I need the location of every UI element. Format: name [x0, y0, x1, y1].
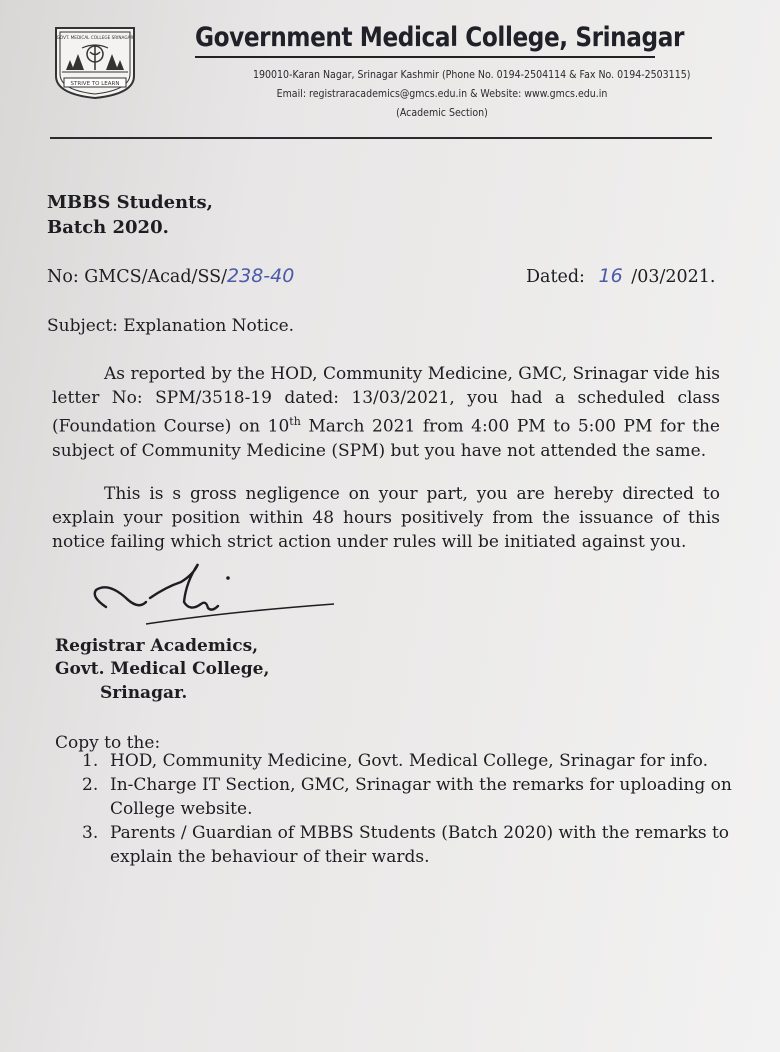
section-line: (Academic Section)	[396, 107, 488, 119]
college-logo	[52, 24, 138, 100]
list-item-number: 3.	[82, 823, 99, 843]
dated-label: Dated:	[526, 267, 585, 287]
list-item-text: Parents / Guardian of MBBS Students (Batch 2020) with the remarks to explain the behaviour of their wards.	[110, 823, 730, 867]
logo-arc-text: GOVT. MEDICAL COLLEGE SRINAGAR	[56, 35, 134, 40]
para1-text-b: March 2021 from 4:00 PM to 5:00 PM for the subject of Community Medicine (SPM) but you have not attended the same.	[52, 416, 720, 461]
body-paragraph-1	[52, 362, 720, 463]
subject-line: Subject: Explanation Notice.	[47, 316, 295, 336]
signatory-line-3: Srinagar.	[100, 683, 188, 703]
reference-number	[47, 264, 294, 290]
list-item-number: 2.	[82, 775, 99, 795]
dated-day-handwritten: 16	[598, 265, 623, 287]
para1-text-a: As reported by the HOD, Community Medicine, GMC, Srinagar vide his letter No: SPM/3518-19 dated: 13/03/2021, you had a scheduled class (Foundation Course) on 10	[52, 364, 720, 437]
email-website-line: Email: registraracademics@gmcs.edu.in & Website: www.gmcs.edu.in	[276, 88, 608, 100]
logo-motto: STRIVE TO LEARN	[70, 81, 120, 87]
recipient-line-2: Batch 2020.	[47, 217, 169, 238]
title-underline	[195, 56, 655, 58]
list-item	[82, 749, 732, 773]
dated-rest: /03/2021.	[631, 267, 716, 287]
institution-title: Government Medical College, Srinagar	[195, 22, 684, 53]
address-line: 190010-Karan Nagar, Srinagar Kashmir (Phone No. 0194-2504114 & Fax No. 0194-2503115)	[253, 69, 691, 81]
list-item-number: 1.	[82, 751, 99, 771]
reference-handwritten: 238-40	[227, 265, 295, 287]
copy-to-list	[82, 749, 732, 869]
signatory-line-1: Registrar Academics,	[55, 636, 259, 656]
list-item-text: In-Charge IT Section, GMC, Srinagar with the remarks for uploading on College website.	[110, 775, 732, 819]
letterhead-divider	[50, 137, 712, 139]
date-line	[526, 264, 715, 290]
list-item	[82, 773, 732, 821]
reference-prefix: No: GMCS/Acad/SS/	[47, 267, 228, 287]
list-item	[82, 821, 732, 869]
copy-to-heading: Copy to the:	[55, 733, 161, 753]
para1-superscript: th	[289, 415, 301, 428]
signatory-line-2: Govt. Medical College,	[55, 659, 270, 679]
body-paragraph-2: This is s gross negligence on your part, you are hereby directed to explain your position within 48 hours positively from the issuance of this notice failing which strict action under rules will be initiated against you.	[52, 484, 720, 552]
recipient-line-1: MBBS Students,	[47, 192, 213, 213]
list-item-text: HOD, Community Medicine, Govt. Medical College, Srinagar for info.	[110, 751, 708, 771]
